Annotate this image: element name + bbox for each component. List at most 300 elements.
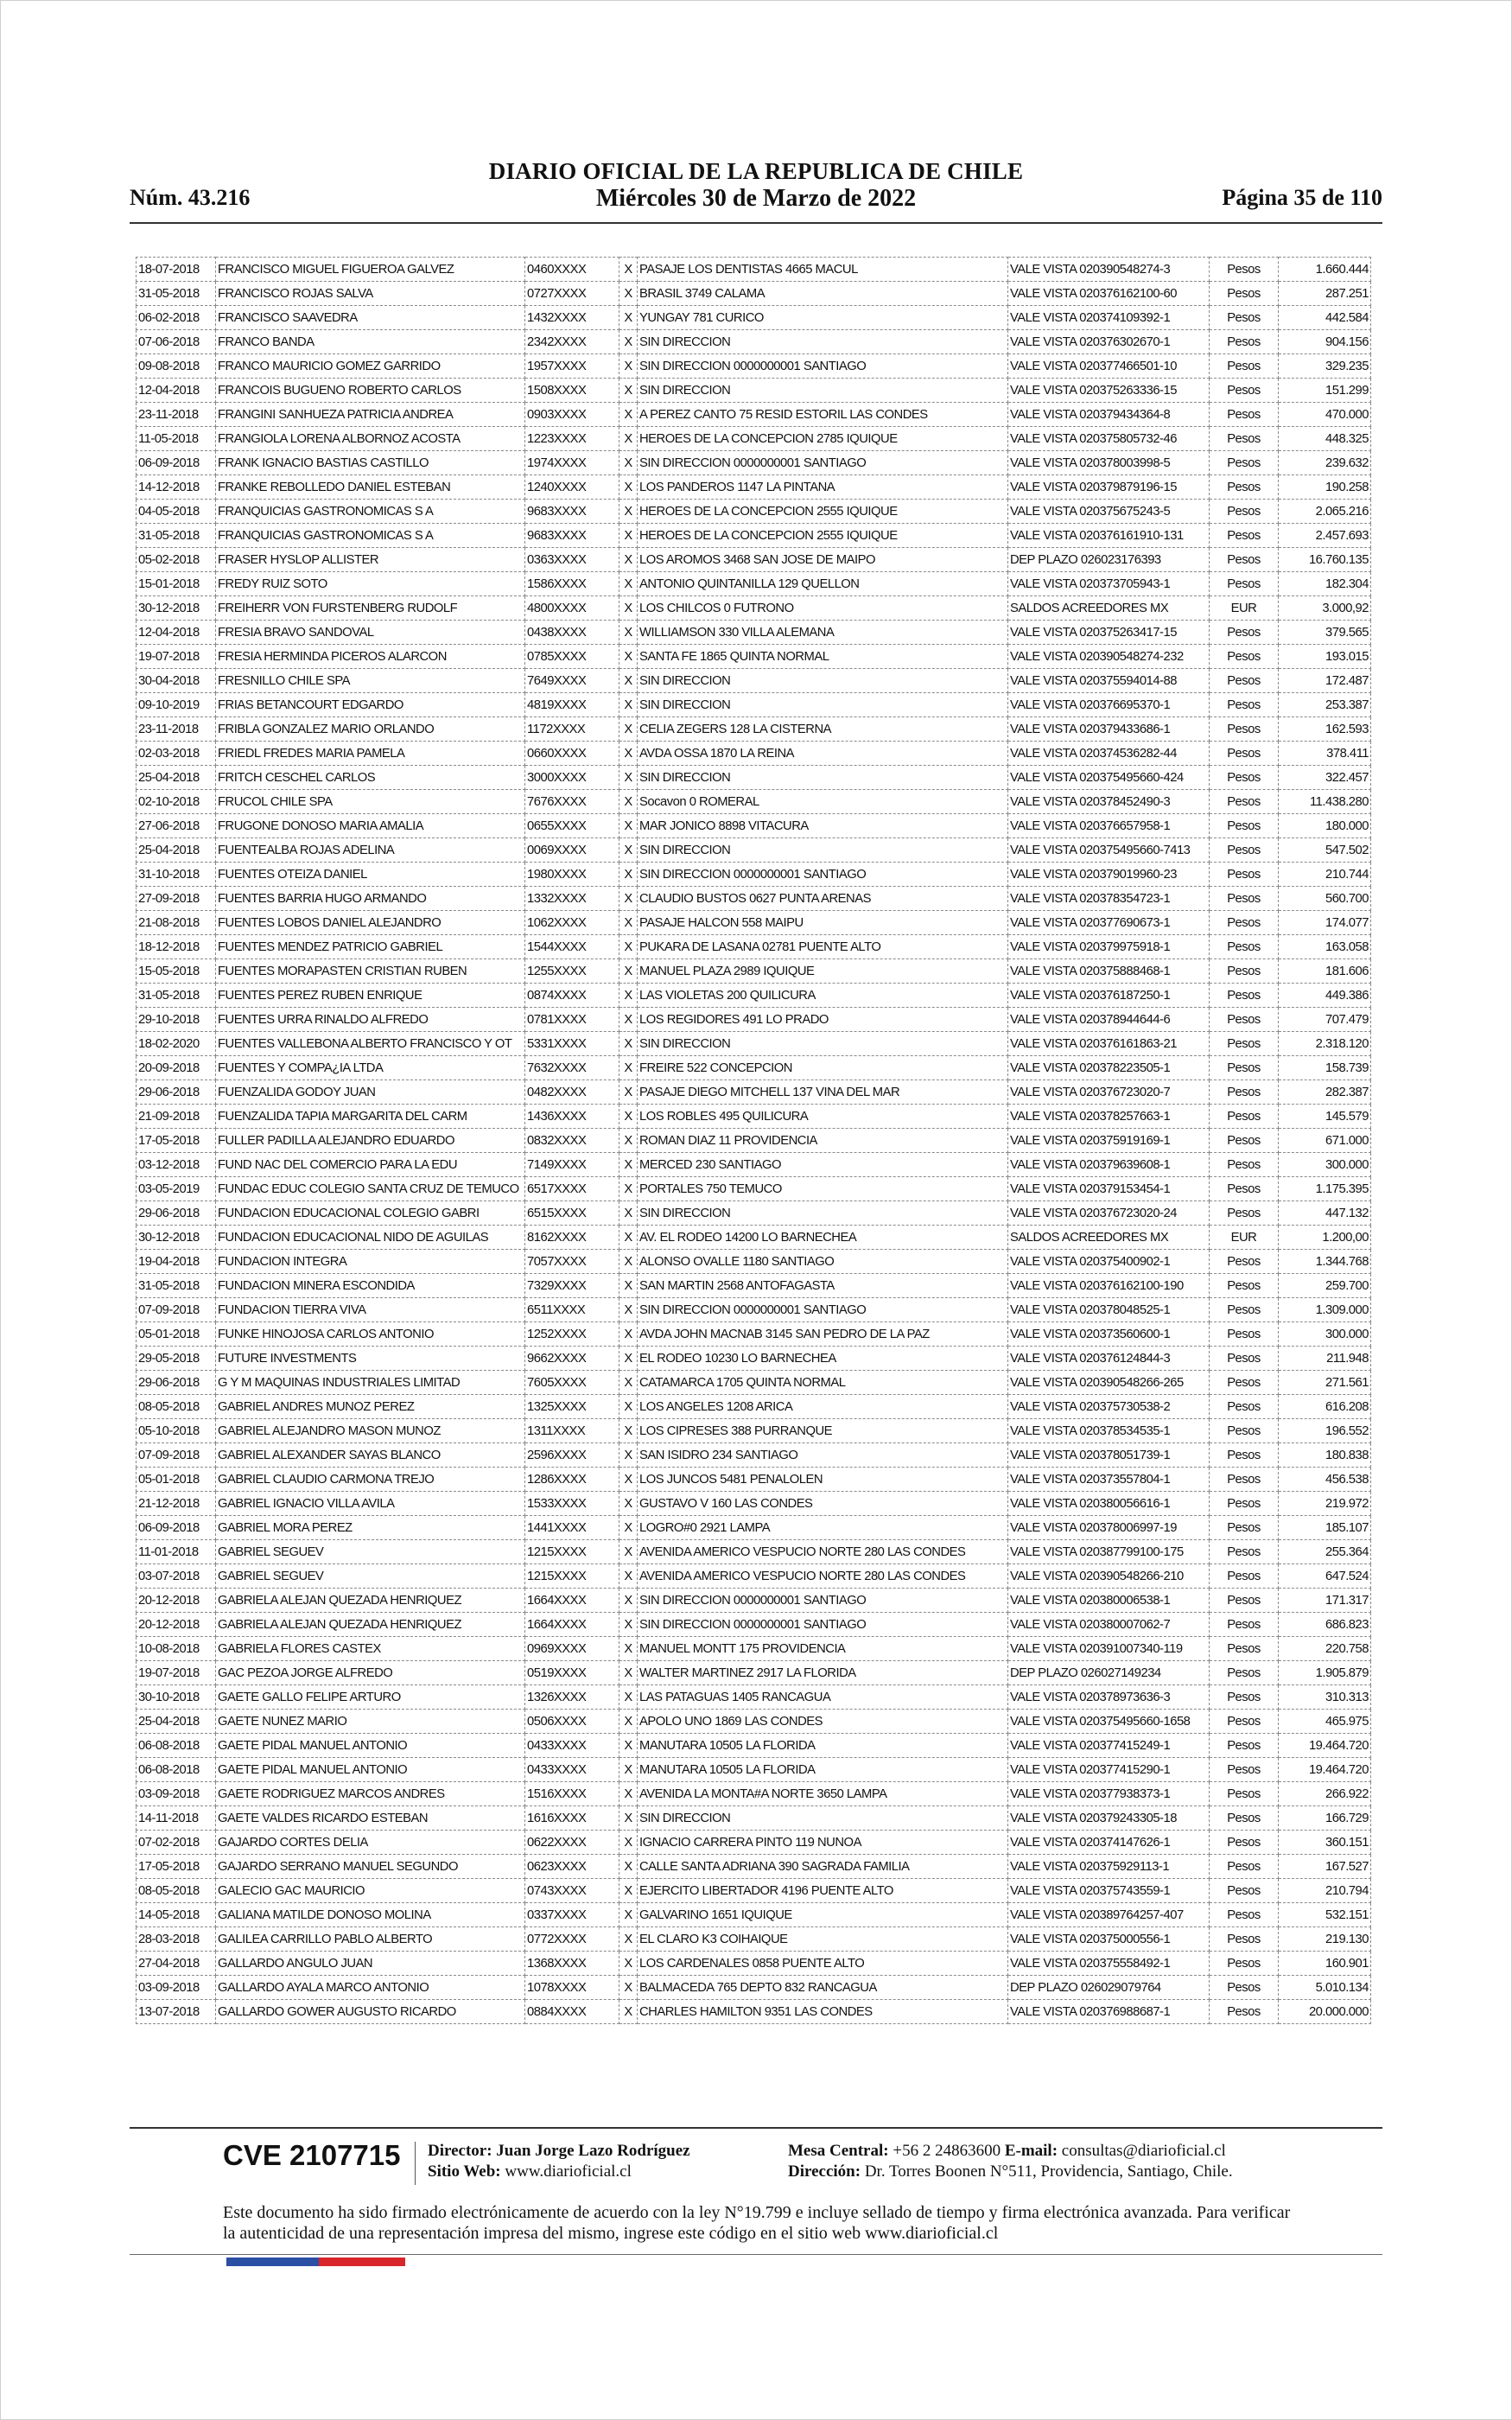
document-cell: VALE VISTA 020375263417-15	[1008, 621, 1210, 645]
amount-cell: 532.151	[1279, 1903, 1371, 1927]
amount-cell: 1.309.000	[1279, 1298, 1371, 1322]
rut-cell: 0433XXXX	[525, 1734, 619, 1758]
flag-cell: X	[619, 1710, 638, 1734]
currency-cell: Pesos	[1210, 766, 1279, 790]
rut-cell: 4800XXXX	[525, 596, 619, 621]
date-cell: 02-03-2018	[137, 742, 216, 766]
flag-cell: X	[619, 596, 638, 621]
currency-cell: Pesos	[1210, 1661, 1279, 1685]
rut-cell: 0969XXXX	[525, 1637, 619, 1661]
flag-cell: X	[619, 354, 638, 379]
cve-code: CVE 2107715	[223, 2139, 401, 2171]
rut-cell: 0743XXXX	[525, 1879, 619, 1903]
name-cell: GAJARDO CORTES DELIA	[216, 1831, 525, 1855]
date-cell: 20-12-2018	[137, 1589, 216, 1613]
date-cell: 21-12-2018	[137, 1492, 216, 1516]
currency-cell: Pesos	[1210, 959, 1279, 984]
table-row	[137, 1661, 1371, 1685]
date-cell: 05-02-2018	[137, 548, 216, 572]
date-cell: 14-11-2018	[137, 1806, 216, 1831]
amount-cell: 19.464.720	[1279, 1758, 1371, 1782]
currency-cell: Pesos	[1210, 330, 1279, 354]
address-cell: LOS ROBLES 495 QUILICURA	[638, 1105, 1008, 1129]
document-cell: VALE VISTA 020376723020-7	[1008, 1080, 1210, 1105]
name-cell: FRANQUICIAS GASTRONOMICAS S A	[216, 500, 525, 524]
flag-cell: X	[619, 1371, 638, 1395]
table-row	[137, 1564, 1371, 1589]
address-cell: HEROES DE LA CONCEPCION 2555 IQUIQUE	[638, 524, 1008, 548]
address-cell: FREIRE 522 CONCEPCION	[638, 1056, 1008, 1080]
currency-cell: Pesos	[1210, 1637, 1279, 1661]
table-row	[137, 887, 1371, 911]
flag-cell: X	[619, 1226, 638, 1250]
address-cell: SIN DIRECCION 0000000001 SANTIAGO	[638, 451, 1008, 475]
currency-cell: EUR	[1210, 1226, 1279, 1250]
flag-cell: X	[619, 1347, 638, 1371]
date-cell: 12-04-2018	[137, 621, 216, 645]
flag-cell: X	[619, 1927, 638, 1952]
name-cell: FUENTES BARRIA HUGO ARMANDO	[216, 887, 525, 911]
currency-cell: Pesos	[1210, 1419, 1279, 1443]
rut-cell: 0884XXXX	[525, 2000, 619, 2024]
amount-cell: 671.000	[1279, 1129, 1371, 1153]
flag-cell: X	[619, 1661, 638, 1685]
flag-cell: X	[619, 282, 638, 306]
currency-cell: Pesos	[1210, 1540, 1279, 1564]
document-cell: VALE VISTA 020379019960-23	[1008, 863, 1210, 887]
date-cell: 11-01-2018	[137, 1540, 216, 1564]
address-cell: BALMACEDA 765 DEPTO 832 RANCAGUA	[638, 1976, 1008, 2000]
flag-cell: X	[619, 548, 638, 572]
table-row	[137, 1322, 1371, 1347]
document-cell: VALE VISTA 020387799100-175	[1008, 1540, 1210, 1564]
table-row	[137, 1129, 1371, 1153]
document-cell: VALE VISTA 020376161863-21	[1008, 1032, 1210, 1056]
address-cell: SIN DIRECCION 0000000001 SANTIAGO	[638, 1298, 1008, 1322]
table-row	[137, 1274, 1371, 1298]
rut-cell: 1957XXXX	[525, 354, 619, 379]
name-cell: FUENTES VALLEBONA ALBERTO FRANCISCO Y OT	[216, 1032, 525, 1056]
table-row	[137, 1710, 1371, 1734]
flag-cell: X	[619, 1153, 638, 1177]
name-cell: FUENZALIDA GODOY JUAN	[216, 1080, 525, 1105]
name-cell: GABRIEL IGNACIO VILLA AVILA	[216, 1492, 525, 1516]
document-cell: VALE VISTA 020377938373-1	[1008, 1782, 1210, 1806]
table-row	[137, 572, 1371, 596]
date-cell: 06-09-2018	[137, 1516, 216, 1540]
document-cell: VALE VISTA 020378354723-1	[1008, 887, 1210, 911]
rut-cell: 1062XXXX	[525, 911, 619, 935]
currency-cell: Pesos	[1210, 1032, 1279, 1056]
director-name: Juan Jorge Lazo Rodríguez	[496, 2142, 690, 2160]
date-cell: 21-08-2018	[137, 911, 216, 935]
signature-notice: Este documento ha sido firmado electrónicamente de acuerdo con la ley N°19.799 e incluye sellado de tiempo y firma electrónica avanzada. Para verificar la autenticidad de una representación impresa del mismo, ingrese este código en el sitio web www.diarioficial.cl	[223, 2203, 1291, 2243]
rut-cell: 1516XXXX	[525, 1782, 619, 1806]
date-cell: 07-09-2018	[137, 1298, 216, 1322]
amount-cell: 145.579	[1279, 1105, 1371, 1129]
document-cell: VALE VISTA 020375888468-1	[1008, 959, 1210, 984]
rut-cell: 0069XXXX	[525, 838, 619, 863]
address-cell: LOS REGIDORES 491 LO PRADO	[638, 1008, 1008, 1032]
name-cell: FUNDACION TIERRA VIVA	[216, 1298, 525, 1322]
table-row	[137, 790, 1371, 814]
flag-cell: X	[619, 959, 638, 984]
flag-cell: X	[619, 935, 638, 959]
name-cell: FRANKE REBOLLEDO DANIEL ESTEBAN	[216, 475, 525, 500]
document-cell: VALE VISTA 020378534535-1	[1008, 1419, 1210, 1443]
rut-cell: 0337XXXX	[525, 1903, 619, 1927]
amount-cell: 379.565	[1279, 621, 1371, 645]
table-row	[137, 621, 1371, 645]
currency-cell: Pesos	[1210, 1589, 1279, 1613]
document-cell: VALE VISTA 020376161910-131	[1008, 524, 1210, 548]
address-cell: EL CLARO K3 COIHAIQUE	[638, 1927, 1008, 1952]
address-cell: SIN DIRECCION	[638, 1032, 1008, 1056]
name-cell: FUENTES PEREZ RUBEN ENRIQUE	[216, 984, 525, 1008]
table-row	[137, 524, 1371, 548]
document-cell: VALE VISTA 020375919169-1	[1008, 1129, 1210, 1153]
address-cell: GUSTAVO V 160 LAS CONDES	[638, 1492, 1008, 1516]
address-cell: LOS PANDEROS 1147 LA PINTANA	[638, 475, 1008, 500]
flag-cell: X	[619, 1201, 638, 1226]
rut-cell: 8162XXXX	[525, 1226, 619, 1250]
email-link[interactable]: consultas@diarioficial.cl	[1061, 2142, 1226, 2160]
date-cell: 17-05-2018	[137, 1129, 216, 1153]
name-cell: GABRIEL ALEJANDRO MASON MUNOZ	[216, 1419, 525, 1443]
date-cell: 31-05-2018	[137, 1274, 216, 1298]
document-cell: VALE VISTA 020379243305-18	[1008, 1806, 1210, 1831]
address-cell: SANTA FE 1865 QUINTA NORMAL	[638, 645, 1008, 669]
document-cell: VALE VISTA 020375594014-88	[1008, 669, 1210, 693]
amount-cell: 3.000,92	[1279, 596, 1371, 621]
table-row	[137, 717, 1371, 742]
date-cell: 03-12-2018	[137, 1153, 216, 1177]
address-cell: CLAUDIO BUSTOS 0627 PUNTA ARENAS	[638, 887, 1008, 911]
rut-cell: 1326XXXX	[525, 1685, 619, 1710]
name-cell: GAC PEZOA JORGE ALFREDO	[216, 1661, 525, 1685]
currency-cell: Pesos	[1210, 911, 1279, 935]
rut-cell: 7605XXXX	[525, 1371, 619, 1395]
document-cell: VALE VISTA 020380006538-1	[1008, 1589, 1210, 1613]
document-cell: VALE VISTA 020376162100-60	[1008, 282, 1210, 306]
flag-cell: X	[619, 1540, 638, 1564]
rut-cell: 0519XXXX	[525, 1661, 619, 1685]
amount-cell: 1.905.879	[1279, 1661, 1371, 1685]
name-cell: FRANGIOLA LORENA ALBORNOZ ACOSTA	[216, 427, 525, 451]
rut-cell: 7057XXXX	[525, 1250, 619, 1274]
currency-cell: Pesos	[1210, 1443, 1279, 1468]
rut-cell: 1441XXXX	[525, 1516, 619, 1540]
name-cell: GABRIEL SEGUEV	[216, 1540, 525, 1564]
flag-cell: X	[619, 1056, 638, 1080]
amount-cell: 239.632	[1279, 451, 1371, 475]
name-cell: FUENTEALBA ROJAS ADELINA	[216, 838, 525, 863]
site-label: Sitio Web:	[428, 2162, 501, 2181]
rut-cell: 1255XXXX	[525, 959, 619, 984]
rut-cell: 1544XXXX	[525, 935, 619, 959]
table-row	[137, 838, 1371, 863]
address-cell: BRASIL 3749 CALAMA	[638, 282, 1008, 306]
amount-cell: 171.317	[1279, 1589, 1371, 1613]
address-cell: SIN DIRECCION	[638, 1201, 1008, 1226]
table-row	[137, 1855, 1371, 1879]
table-row	[137, 1976, 1371, 2000]
address-cell: EL RODEO 10230 LO BARNECHEA	[638, 1347, 1008, 1371]
date-cell: 05-01-2018	[137, 1322, 216, 1347]
table-row	[137, 548, 1371, 572]
flag-cell: X	[619, 403, 638, 427]
address-cell: MANUEL MONTT 175 PROVIDENCIA	[638, 1637, 1008, 1661]
table-row	[137, 1589, 1371, 1613]
currency-cell: Pesos	[1210, 427, 1279, 451]
flag-cell: X	[619, 379, 638, 403]
address-cell: ALONSO OVALLE 1180 SANTIAGO	[638, 1250, 1008, 1274]
registry-table-body	[137, 258, 1371, 2024]
flag-cell: X	[619, 790, 638, 814]
document-cell: VALE VISTA 020378223505-1	[1008, 1056, 1210, 1080]
currency-cell: Pesos	[1210, 1685, 1279, 1710]
document-cell: VALE VISTA 020375730538-2	[1008, 1395, 1210, 1419]
table-row	[137, 330, 1371, 354]
address-cell: AV. EL RODEO 14200 LO BARNECHEA	[638, 1226, 1008, 1250]
amount-cell: 300.000	[1279, 1153, 1371, 1177]
rut-cell: 2596XXXX	[525, 1443, 619, 1468]
flag-cell: X	[619, 911, 638, 935]
address-cell: ANTONIO QUINTANILLA 129 QUELLON	[638, 572, 1008, 596]
rut-cell: 0460XXXX	[525, 258, 619, 282]
document-cell: VALE VISTA 020376695370-1	[1008, 693, 1210, 717]
date-cell: 06-08-2018	[137, 1734, 216, 1758]
rut-cell: 0506XXXX	[525, 1710, 619, 1734]
table-row	[137, 1952, 1371, 1976]
rut-cell: 1664XXXX	[525, 1613, 619, 1637]
name-cell: FRESNILLO CHILE SPA	[216, 669, 525, 693]
name-cell: GAETE PIDAL MANUEL ANTONIO	[216, 1734, 525, 1758]
document-cell: VALE VISTA 020376124844-3	[1008, 1347, 1210, 1371]
table-row	[137, 1540, 1371, 1564]
currency-cell: Pesos	[1210, 1710, 1279, 1734]
amount-cell: 220.758	[1279, 1637, 1371, 1661]
date-cell: 21-09-2018	[137, 1105, 216, 1129]
flag-cell: X	[619, 1032, 638, 1056]
address-cell: MANUTARA 10505 LA FLORIDA	[638, 1734, 1008, 1758]
flag-cell: X	[619, 1806, 638, 1831]
amount-cell: 180.000	[1279, 814, 1371, 838]
document-cell: VALE VISTA 020379879196-15	[1008, 475, 1210, 500]
flag-cell: X	[619, 451, 638, 475]
table-row	[137, 693, 1371, 717]
amount-cell: 181.606	[1279, 959, 1371, 984]
flag-cell: X	[619, 863, 638, 887]
amount-cell: 2.318.120	[1279, 1032, 1371, 1056]
amount-cell: 174.077	[1279, 911, 1371, 935]
name-cell: GAETE RODRIGUEZ MARCOS ANDRES	[216, 1782, 525, 1806]
date-cell: 28-03-2018	[137, 1927, 216, 1952]
date-cell: 29-06-2018	[137, 1371, 216, 1395]
flag-cell: X	[619, 887, 638, 911]
rut-cell: 2342XXXX	[525, 330, 619, 354]
rut-cell: 1240XXXX	[525, 475, 619, 500]
currency-cell: Pesos	[1210, 1903, 1279, 1927]
flag-cell: X	[619, 258, 638, 282]
currency-cell: Pesos	[1210, 1564, 1279, 1589]
date-cell: 19-07-2018	[137, 1661, 216, 1685]
table-row	[137, 1080, 1371, 1105]
flag-cell: X	[619, 1976, 638, 2000]
flag-cell: X	[619, 524, 638, 548]
table-row	[137, 354, 1371, 379]
document-cell: VALE VISTA 020374109392-1	[1008, 306, 1210, 330]
currency-cell: Pesos	[1210, 1395, 1279, 1419]
amount-cell: 219.130	[1279, 1927, 1371, 1952]
name-cell: FUNKE HINOJOSA CARLOS ANTONIO	[216, 1322, 525, 1347]
rut-cell: 0363XXXX	[525, 548, 619, 572]
amount-cell: 547.502	[1279, 838, 1371, 863]
table-row	[137, 742, 1371, 766]
table-row	[137, 645, 1371, 669]
name-cell: GABRIELA ALEJAN QUEZADA HENRIQUEZ	[216, 1589, 525, 1613]
masthead	[130, 157, 1382, 213]
document-cell: VALE VISTA 020377690673-1	[1008, 911, 1210, 935]
flag-cell: X	[619, 1395, 638, 1419]
currency-cell: Pesos	[1210, 1782, 1279, 1806]
currency-cell: Pesos	[1210, 887, 1279, 911]
table-row	[137, 2000, 1371, 2024]
rut-cell: 1252XXXX	[525, 1322, 619, 1347]
document-cell: VALE VISTA 020390548266-265	[1008, 1371, 1210, 1395]
date-cell: 13-07-2018	[137, 2000, 216, 2024]
issue-number: Núm. 43.216	[130, 185, 251, 210]
amount-cell: 166.729	[1279, 1806, 1371, 1831]
date-cell: 04-05-2018	[137, 500, 216, 524]
amount-cell: 158.739	[1279, 1056, 1371, 1080]
rut-cell: 1664XXXX	[525, 1589, 619, 1613]
table-row	[137, 1758, 1371, 1782]
name-cell: FRESIA HERMINDA PICEROS ALARCON	[216, 645, 525, 669]
document-cell: VALE VISTA 020378006997-19	[1008, 1516, 1210, 1540]
name-cell: FRASER HYSLOP ALLISTER	[216, 548, 525, 572]
date-cell: 08-05-2018	[137, 1395, 216, 1419]
table-row	[137, 1201, 1371, 1226]
table-row	[137, 1153, 1371, 1177]
table-row	[137, 1250, 1371, 1274]
table-row	[137, 1685, 1371, 1710]
flag-cell: X	[619, 1443, 638, 1468]
table-row	[137, 1298, 1371, 1322]
document-cell: VALE VISTA 020378973636-3	[1008, 1685, 1210, 1710]
amount-cell: 465.975	[1279, 1710, 1371, 1734]
currency-cell: Pesos	[1210, 1516, 1279, 1540]
address-cell: AVDA JOHN MACNAB 3145 SAN PEDRO DE LA PAZ	[638, 1322, 1008, 1347]
flag-cell: X	[619, 838, 638, 863]
amount-cell: 1.175.395	[1279, 1177, 1371, 1201]
document-cell: VALE VISTA 020377415249-1	[1008, 1734, 1210, 1758]
rut-cell: 3000XXXX	[525, 766, 619, 790]
rut-cell: 1974XXXX	[525, 451, 619, 475]
rut-cell: 4819XXXX	[525, 693, 619, 717]
document-cell: VALE VISTA 020378944644-6	[1008, 1008, 1210, 1032]
date-cell: 20-12-2018	[137, 1613, 216, 1637]
address-cell: APOLO UNO 1869 LAS CONDES	[638, 1710, 1008, 1734]
currency-cell: Pesos	[1210, 984, 1279, 1008]
site-line	[428, 2162, 690, 2182]
name-cell: FUNDACION EDUCACIONAL NIDO DE AGUILAS	[216, 1226, 525, 1250]
flag-cell: X	[619, 1637, 638, 1661]
currency-cell: Pesos	[1210, 693, 1279, 717]
date-cell: 05-01-2018	[137, 1468, 216, 1492]
address-label: Dirección:	[788, 2162, 861, 2181]
amount-cell: 442.584	[1279, 306, 1371, 330]
currency-cell: Pesos	[1210, 1274, 1279, 1298]
date-cell: 07-09-2018	[137, 1443, 216, 1468]
date-cell: 27-04-2018	[137, 1952, 216, 1976]
document-cell: VALE VISTA 020390548274-3	[1008, 258, 1210, 282]
rut-cell: 7632XXXX	[525, 1056, 619, 1080]
address-cell: CELIA ZEGERS 128 LA CISTERNA	[638, 717, 1008, 742]
address-cell: AVENIDA AMERICO VESPUCIO NORTE 280 LAS CONDES	[638, 1540, 1008, 1564]
date-cell: 30-12-2018	[137, 1226, 216, 1250]
date-cell: 30-10-2018	[137, 1685, 216, 1710]
date-cell: 06-09-2018	[137, 451, 216, 475]
currency-cell: Pesos	[1210, 1952, 1279, 1976]
publication-title: DIARIO OFICIAL DE LA REPUBLICA DE CHILE	[488, 158, 1024, 184]
name-cell: FUTURE INVESTMENTS	[216, 1347, 525, 1371]
rut-cell: 0438XXXX	[525, 621, 619, 645]
rut-cell: 7649XXXX	[525, 669, 619, 693]
address-cell: MERCED 230 SANTIAGO	[638, 1153, 1008, 1177]
amount-cell: 16.760.135	[1279, 548, 1371, 572]
table-row	[137, 1831, 1371, 1855]
flag-stripe-blue	[226, 2258, 319, 2266]
date-cell: 14-12-2018	[137, 475, 216, 500]
address-cell: LOS AROMOS 3468 SAN JOSE DE MAIPO	[638, 548, 1008, 572]
name-cell: GABRIEL SEGUEV	[216, 1564, 525, 1589]
contact-line	[788, 2141, 1233, 2162]
rut-cell: 0482XXXX	[525, 1080, 619, 1105]
date-cell: 25-04-2018	[137, 1710, 216, 1734]
amount-cell: 210.744	[1279, 863, 1371, 887]
amount-cell: 1.344.768	[1279, 1250, 1371, 1274]
amount-cell: 470.000	[1279, 403, 1371, 427]
table-row	[137, 959, 1371, 984]
date-cell: 12-04-2018	[137, 379, 216, 403]
table-row	[137, 1806, 1371, 1831]
name-cell: FRITCH CESCHEL CARLOS	[216, 766, 525, 790]
date-cell: 30-04-2018	[137, 669, 216, 693]
flag-cell: X	[619, 1782, 638, 1806]
flag-cell: X	[619, 1419, 638, 1443]
address-cell: MAR JONICO 8898 VITACURA	[638, 814, 1008, 838]
document-cell: VALE VISTA 020375495660-424	[1008, 766, 1210, 790]
date-cell: 11-05-2018	[137, 427, 216, 451]
rut-cell: 1368XXXX	[525, 1952, 619, 1976]
table-row	[137, 1492, 1371, 1516]
site-link[interactable]: www.diarioficial.cl	[505, 2162, 632, 2181]
table-row	[137, 1734, 1371, 1758]
rut-cell: 0655XXXX	[525, 814, 619, 838]
date-cell: 29-10-2018	[137, 1008, 216, 1032]
amount-cell: 2.457.693	[1279, 524, 1371, 548]
date-cell: 14-05-2018	[137, 1903, 216, 1927]
date-cell: 15-01-2018	[137, 572, 216, 596]
currency-cell: Pesos	[1210, 1879, 1279, 1903]
mesa-label: Mesa Central:	[788, 2142, 889, 2160]
currency-cell: Pesos	[1210, 1976, 1279, 2000]
date-cell: 20-09-2018	[137, 1056, 216, 1080]
currency-cell: Pesos	[1210, 790, 1279, 814]
document-cell: VALE VISTA 020390548266-210	[1008, 1564, 1210, 1589]
rut-cell: 0622XXXX	[525, 1831, 619, 1855]
